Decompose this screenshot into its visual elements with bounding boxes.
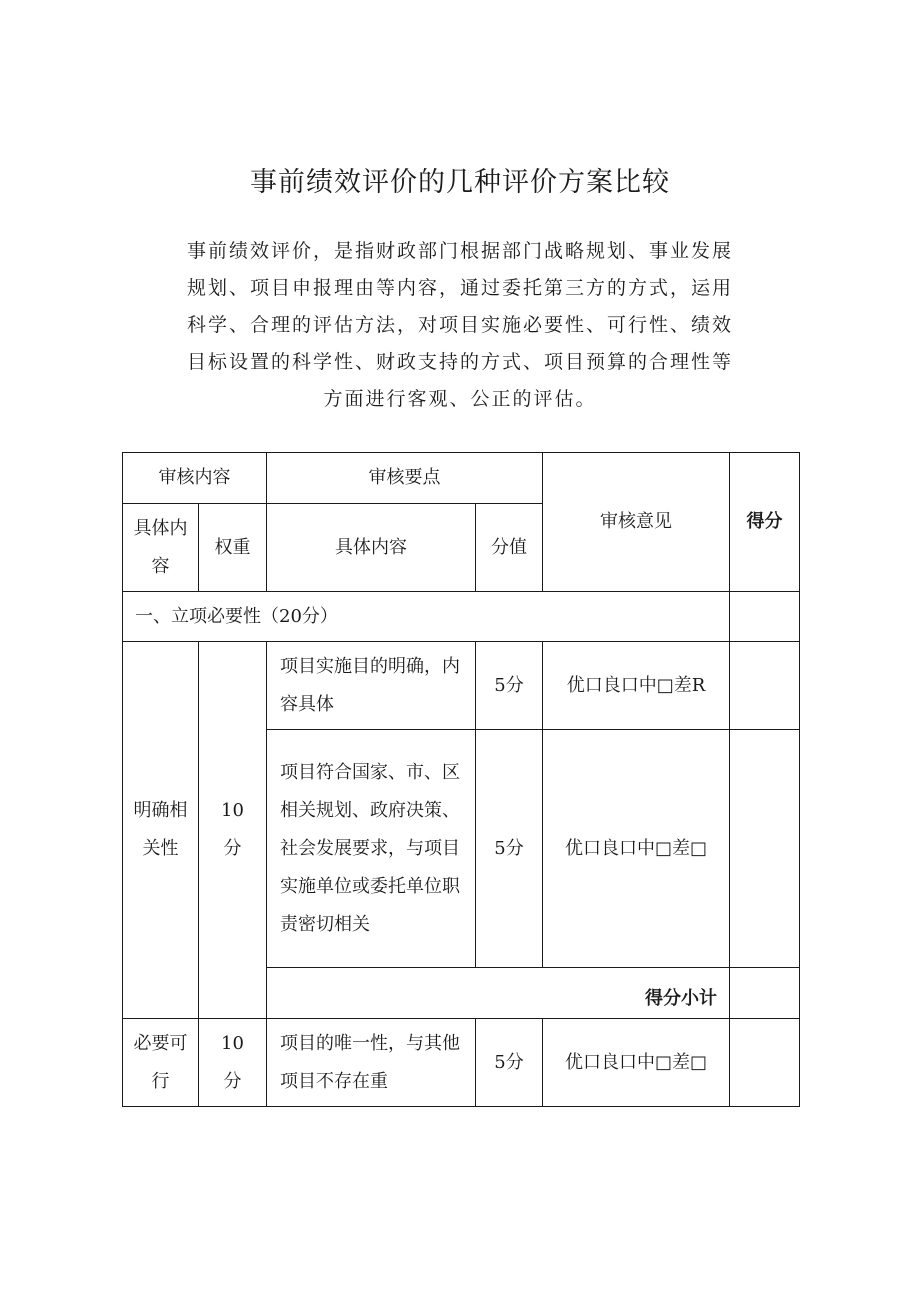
header-specific-content: 具体内容	[123, 504, 199, 592]
item-value: 5分	[476, 642, 543, 730]
item-value: 5分	[476, 730, 543, 968]
review-table	[122, 452, 800, 1107]
section-title: 一、立项必要性（20分）	[123, 592, 730, 642]
item-value: 5分	[476, 1019, 543, 1107]
section-row	[123, 592, 800, 642]
group-name: 明确相关性	[123, 642, 199, 1019]
table-row	[123, 642, 800, 730]
subtotal-score-cell	[730, 968, 800, 1019]
section-score-cell	[730, 592, 800, 642]
item-score-cell	[730, 730, 800, 968]
header-score: 得分	[730, 453, 800, 592]
item-content: 项目符合国家、市、区相关规划、政府决策、社会发展要求，与项目实施单位或委托单位职责密切相关	[267, 730, 476, 968]
header-weight: 权重	[199, 504, 267, 592]
document-title: 事前绩效评价的几种评价方案比较	[250, 167, 670, 198]
item-opinion: 优口良口中□差□	[543, 730, 730, 968]
intro-paragraph: 事前绩效评价，是指财政部门根据部门战略规划、事业发展规划、项目申报理由等内容，通过委托第三方的方式，运用科学、合理的评估方法，对项目实施必要性、可行性、绩效目标设置的科学性、财政支持的方式、项目预算的合理性等方面进行客观、公正的评估。	[186, 240, 733, 410]
group-weight: 10分	[199, 642, 267, 1019]
header-points-specific: 具体内容	[267, 504, 476, 592]
header-review-points: 审核要点	[267, 453, 543, 504]
header-row-1	[123, 453, 800, 504]
group-name: 必要可行	[123, 1019, 199, 1107]
header-review-content: 审核内容	[123, 453, 267, 504]
subtotal-label: 得分小计	[267, 968, 730, 1019]
item-score-cell	[730, 642, 800, 730]
header-points-value: 分值	[476, 504, 543, 592]
header-review-opinion: 审核意见	[543, 453, 730, 592]
item-content: 项目的唯一性，与其他项目不存在重	[267, 1019, 476, 1107]
item-opinion: 优口良口中□差□	[543, 1019, 730, 1107]
table-row	[123, 1019, 800, 1107]
item-score-cell	[730, 1019, 800, 1107]
item-content: 项目实施目的明确，内容具体	[267, 642, 476, 730]
group-weight: 10分	[199, 1019, 267, 1107]
item-opinion: 优口良口中□差R	[543, 642, 730, 730]
